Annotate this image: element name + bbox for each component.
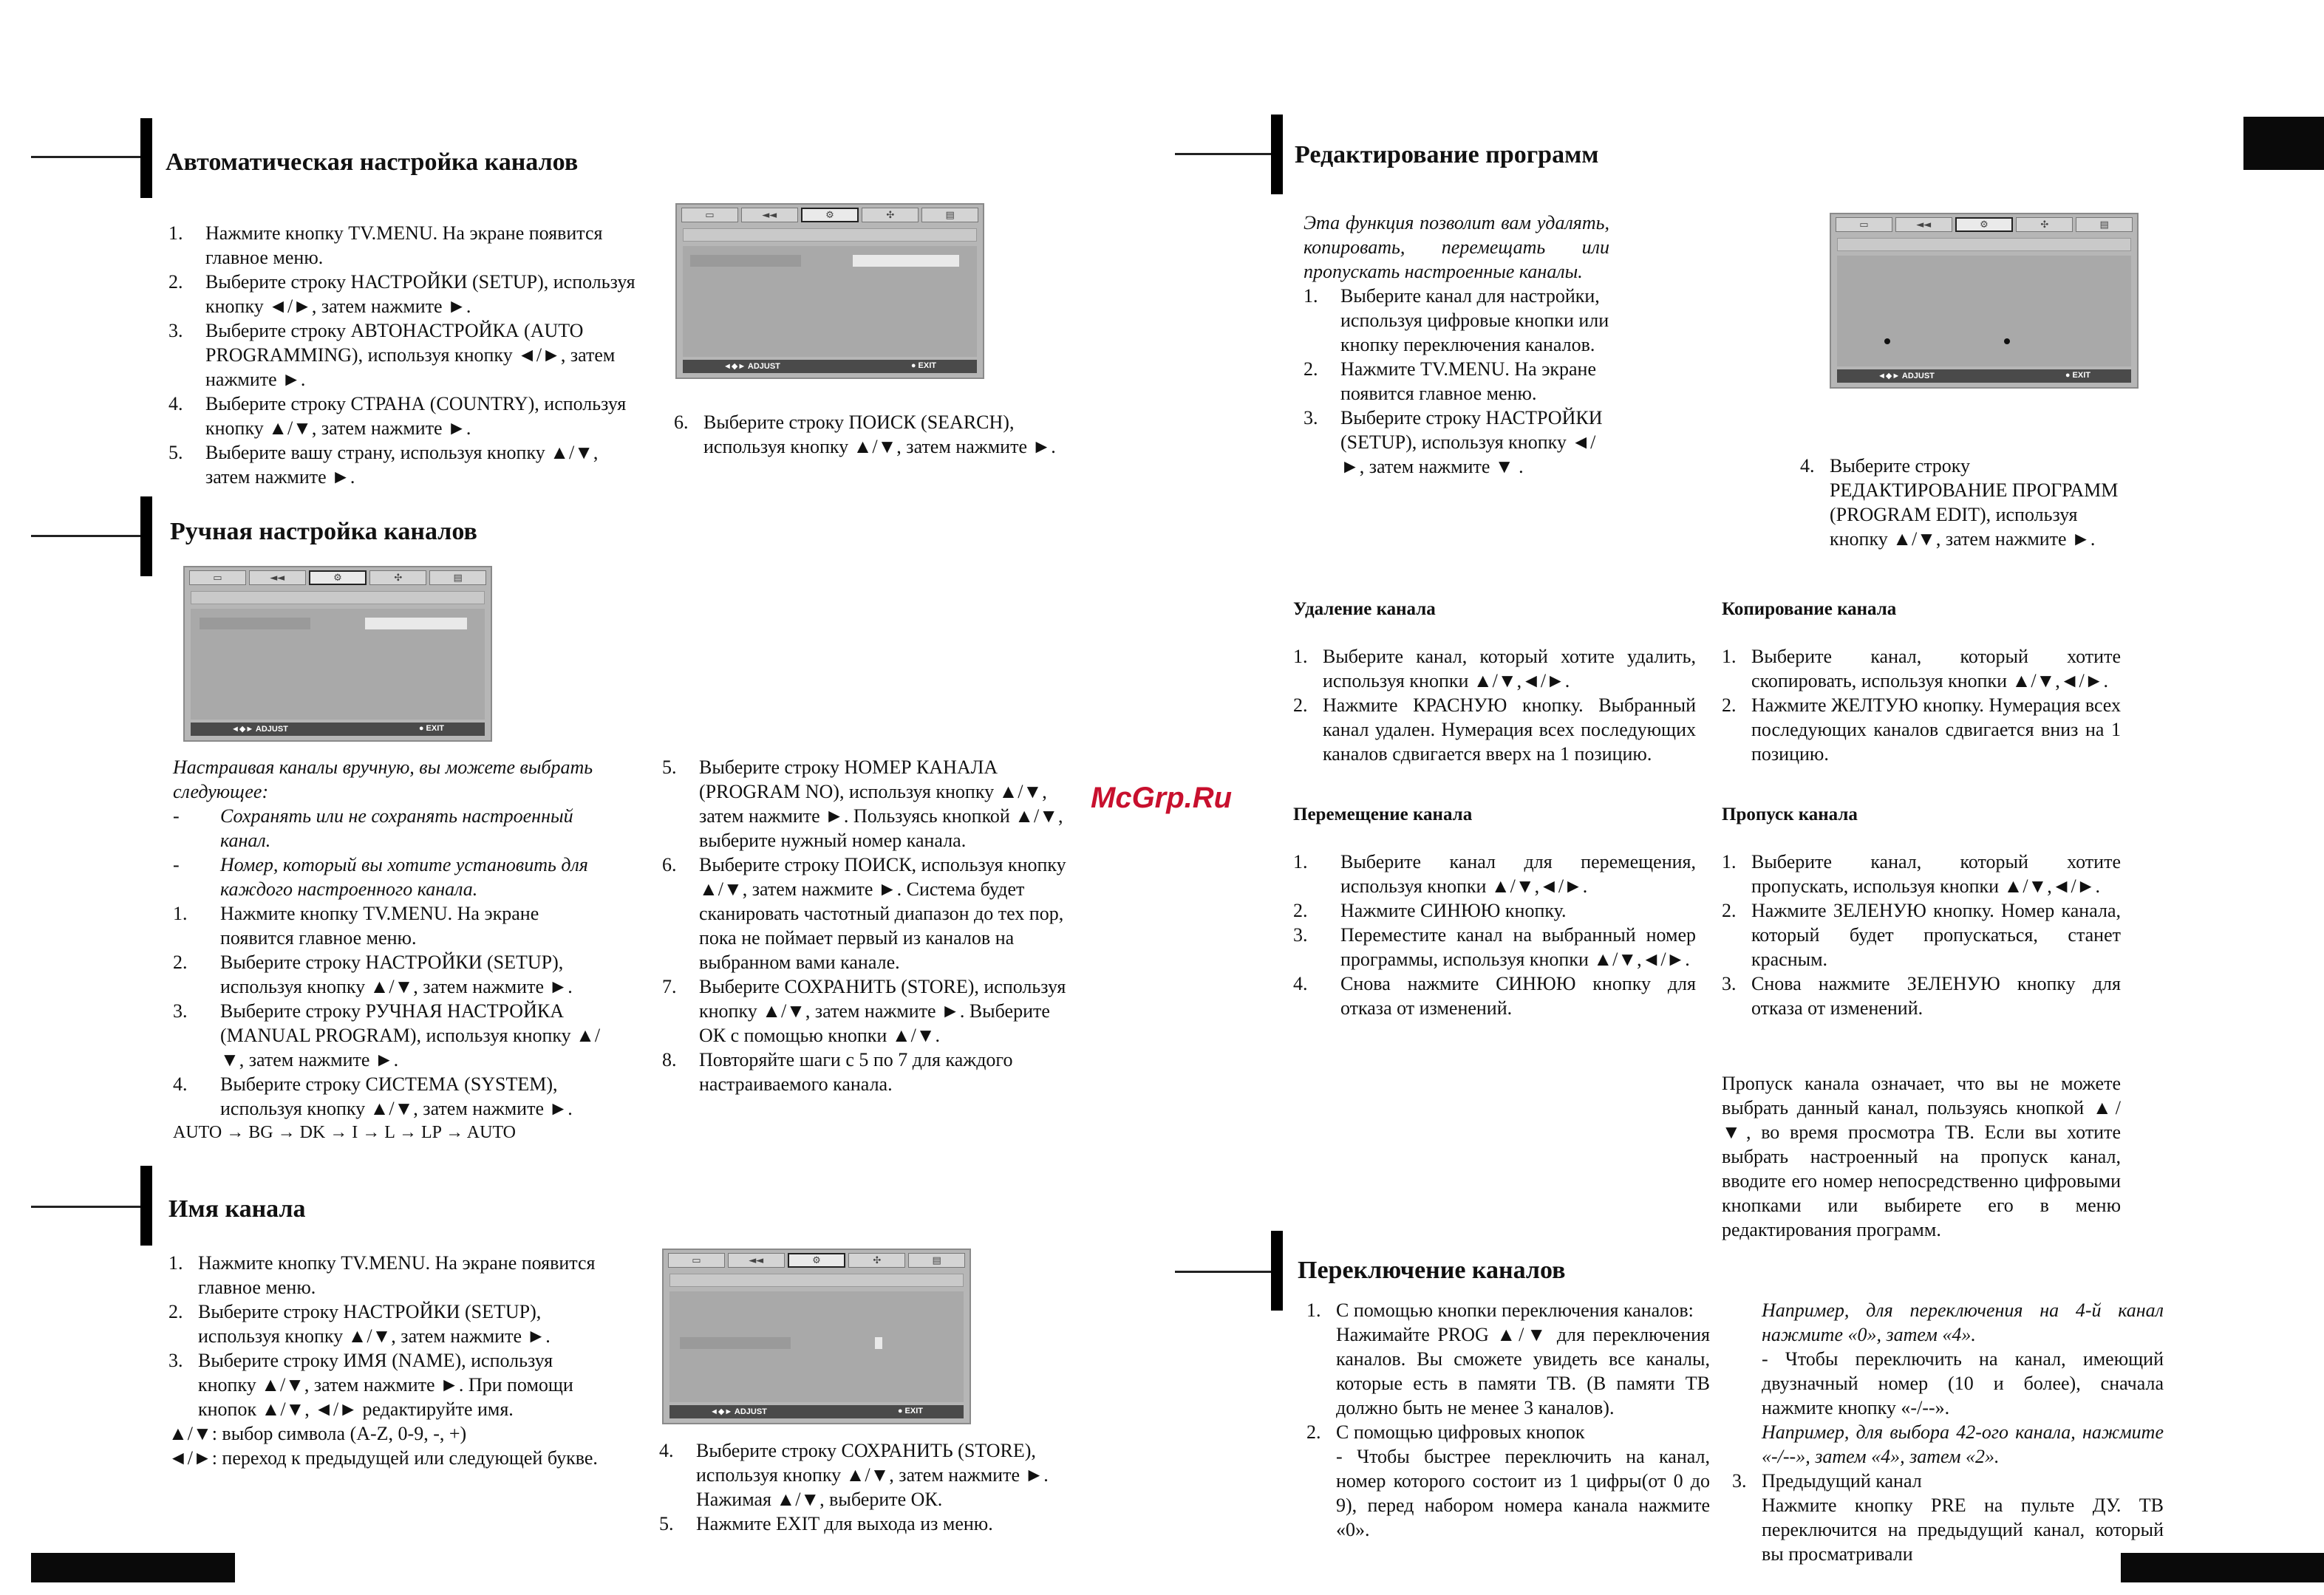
step-text: Выберите строку ИМЯ (NAME), используя кнопку ▲/▼, затем нажмите ►. При помощи кнопок ▲/▼, ◄/► редактируйте имя. bbox=[198, 1350, 573, 1420]
rule-edit bbox=[1175, 153, 1275, 155]
step-text: Нажмите СИНЮЮ кнопку. bbox=[1340, 900, 1567, 921]
step-text: Нажмите ЗЕЛЕНУЮ кнопку. Номер канала, который будет пропускаться, станет красным. bbox=[1751, 900, 2121, 970]
step-text: Снова нажмите СИНЮЮ кнопку для отказа от изменений. bbox=[1340, 973, 1696, 1019]
tab-function-icon: ✣ bbox=[2016, 217, 2073, 232]
step-text: Выберите канал для настройки, используя цифровые кнопки или кнопку переключения каналов. bbox=[1340, 285, 1609, 355]
bar-switch bbox=[1271, 1231, 1283, 1311]
step-text: Выберите вашу страну, используя кнопку ▲/▼, затем нажмите ►. bbox=[205, 442, 599, 488]
step-text: Выберите строку АВТОНАСТРОЙКА (AUTO PROGRAMMING), используя кнопку ◄/►, затем нажмите ►. bbox=[205, 320, 616, 390]
tab-picture-icon: ▭ bbox=[189, 570, 246, 585]
tv-screen-program-edit bbox=[1830, 213, 2139, 389]
exit-dot-icon: ● bbox=[2065, 371, 2071, 380]
switch-item1-body: Нажимайте PROG ▲/▼ для переключения каналов. Вы сможете увидеть все каналы, которые есть в памяти ТВ. (В памяти ТВ должно быть не менее 3 каналов). bbox=[1336, 1324, 1710, 1418]
tv-title-bar bbox=[1837, 238, 2131, 251]
exit-dot-icon: ● bbox=[910, 361, 916, 370]
subtitle-skip-channel: Пропуск канала bbox=[1722, 805, 1858, 824]
program-edit-intro-block: Эта функция позволит вам удалять, копировать, перемещать или пропускать настроенные каналы. 1. Выберите канал для настройки, используя цифровые кнопки или кнопку переключения каналов. 2. Нажмите TV.MENU. На экране появится главное меню. 3. Выберите строку НАСТРОЙКИ (SETUP), используя кнопку ◄/►, затем нажмите ▼ . bbox=[1304, 212, 1609, 477]
rule-name bbox=[31, 1206, 142, 1208]
tab-sound-icon: ◄◄ bbox=[1895, 217, 1952, 232]
tv-menu-tabs bbox=[668, 1253, 965, 1268]
tv-menu-tabs bbox=[681, 208, 978, 222]
color-key-dot-right bbox=[2004, 338, 2010, 344]
page-tab-marker bbox=[2243, 117, 2324, 170]
step-text: Выберите канал для перемещения, используя кнопки ▲/▼,◄/►. bbox=[1340, 851, 1696, 897]
menu-row-highlight bbox=[690, 255, 801, 267]
rule-auto bbox=[31, 156, 142, 158]
tab-sound-icon: ◄◄ bbox=[741, 208, 798, 222]
step-text: Выберите строку НАСТРОЙКИ (SETUP), используя кнопку ▲/▼, затем нажмите ►. bbox=[220, 952, 573, 997]
tv-screen-manual-tuning bbox=[183, 566, 492, 742]
step-text: Выберите канал, который хотите удалить, используя кнопки ▲/▼,◄/►. bbox=[1323, 646, 1696, 691]
tab-function-icon: ✣ bbox=[862, 208, 919, 222]
auto-tuning-steps: 1. Нажмите кнопку TV.MENU. На экране появится главное меню. 2. Выберите строку НАСТРОЙКИ (SETUP), используя кнопку ◄/►, затем нажмите ►. 3. Выберите строку АВТОНАСТРОЙКА (AUTO PROGRAMMING), используя кнопку ◄/►, затем нажмите ►. 4. Выберите строку СТРАНА (COUNTRY), используя кнопку ▲/▼, затем нажмите ►. 5. Выберите вашу страну, используя кнопку ▲/▼, затем нажмите ►. bbox=[168, 222, 635, 488]
step-text: Выберите строку НОМЕР КАНАЛА (PROGRAM NO), используя кнопку ▲/▼, затем нажмите ►. Пользуясь кнопкой ▲/▼, выберите нужный номер канала. bbox=[699, 756, 1063, 851]
channel-name-right: 4. Выберите строку СОХРАНИТЬ (STORE), используя кнопку ▲/▼, затем нажмите ►. Нажимая ▲/▼, выберите ОК. 5. Нажмите EXIT для выхода из меню. bbox=[659, 1440, 1049, 1534]
step-text: Выберите строку НАСТРОЙКИ (SETUP), используя кнопку ▲/▼, затем нажмите ►. bbox=[198, 1301, 551, 1347]
switch-item3-head: Предыдущий канал bbox=[1762, 1470, 1922, 1492]
bar-manual bbox=[140, 496, 152, 576]
tv-title-bar bbox=[683, 228, 977, 242]
step-text: Повторяйте шаги с 5 по 7 для каждого настраиваемого канала. bbox=[699, 1049, 1013, 1095]
tv-title-bar bbox=[669, 1274, 964, 1287]
section-title-program-edit: Редактирование программ bbox=[1295, 141, 1599, 168]
step-text: Выберите СОХРАНИТЬ (STORE), используя кнопку ▲/▼, затем нажмите ►. Выберите ОК с помощью кнопки ▲/▼. bbox=[699, 976, 1066, 1046]
adjust-arrows-icon: ◄◆► bbox=[710, 1407, 733, 1416]
step-text: Выберите строку ПОИСК, используя кнопку ▲/▼, затем нажмите ►. Система будет сканировать частотный диапазон до тех пор, пока не поймает первый из каналов на выбранном вами канале. bbox=[699, 854, 1066, 973]
adjust-arrows-icon: ◄◆► bbox=[723, 362, 746, 371]
step-text: Выберите канал, который хотите скопировать, используя кнопки ▲/▼,◄/►. bbox=[1751, 646, 2121, 691]
adjust-arrows-icon: ◄◆► bbox=[231, 725, 254, 734]
tab-picture-icon: ▭ bbox=[668, 1253, 725, 1268]
step-text: Выберите строку ПОИСК (SEARCH), используя кнопку ▲/▼, затем нажмите ►. bbox=[703, 411, 1056, 457]
adjust-hint: ◄◆► ADJUST bbox=[710, 1407, 767, 1416]
manual-tuning-right: 5. Выберите строку НОМЕР КАНАЛА (PROGRAM NO), используя кнопку ▲/▼, затем нажмите ►. Пользуясь кнопкой ▲/▼, выберите нужный номер канала. 6. Выберите строку ПОИСК, используя кнопку ▲/▼, затем нажмите ►. Система будет сканировать частотный диапазон до тех пор, пока не поймает первый из каналов на выбранном вами канале. 7. Выберите СОХРАНИТЬ (STORE), используя кнопку ▲/▼, затем нажмите ►. Выберите ОК с помощью кнопки ▲/▼. 8. Повторяйте шаги с 5 по 7 для каждого настраиваемого канала. bbox=[662, 756, 1066, 1095]
subtitle-copy-channel: Копирование канала bbox=[1722, 599, 1897, 619]
step-text: Выберите строку НАСТРОЙКИ (SETUP), используя кнопку ◄/►, затем нажмите ▼ . bbox=[1340, 407, 1603, 477]
skip-channel-note: Пропуск канала означает, что вы не можете выбрать данный канал, пользуясь кнопкой ▲/▼, во время просмотра ТВ. Если вы хотите выбрать настроенный на пропуск канал, вводите его номер непосредственно цифровыми кнопками или выбирете его в меню редактирования программ. bbox=[1722, 1073, 2121, 1240]
section-title-channel-switch: Переключение каналов bbox=[1298, 1257, 1566, 1284]
tv-menu-tabs bbox=[1836, 217, 2133, 232]
exit-hint: ● EXIT bbox=[418, 724, 444, 733]
step-text: Выберите канал, который хотите пропускать, используя кнопки ▲/▼,◄/►. bbox=[1751, 851, 2121, 897]
menu-row-highlight bbox=[680, 1337, 791, 1349]
step-text: Нажмите ЖЕЛТУЮ кнопку. Нумерация всех последующих каналов сдвигается вниз на 1 позицию. bbox=[1751, 694, 2121, 765]
step-text: Снова нажмите ЗЕЛЕНУЮ кнопку для отказа от изменений. bbox=[1751, 973, 2121, 1019]
tab-sound-icon: ◄◄ bbox=[728, 1253, 785, 1268]
tab-timer-icon: ▤ bbox=[921, 208, 978, 222]
section-title-auto-tuning: Автоматическая настройка каналов bbox=[166, 148, 579, 176]
delete-channel-steps: 1. Выберите канал, который хотите удалить, используя кнопки ▲/▼,◄/►. 2. Нажмите КРАСНУЮ кнопку. Выбранный канал удален. Нумерация всех последующих каналов сдвигается вверх на 1 позицию. bbox=[1293, 646, 1696, 765]
step-text: Выберите строку СТРАНА (COUNTRY), используя кнопку ▲/▼, затем нажмите ►. bbox=[205, 393, 627, 439]
program-edit-step-4: 4. Выберите строку РЕДАКТИРОВАНИЕ ПРОГРАММ (PROGRAM EDIT), используя кнопку ▲/▼, затем нажмите ►. bbox=[1800, 455, 2119, 550]
exit-dot-icon: ● bbox=[897, 1407, 903, 1415]
bullet-text: Номер, который вы хотите установить для каждого настроенного канала. bbox=[220, 854, 588, 900]
tv-footer bbox=[191, 723, 485, 736]
menu-row-highlight bbox=[200, 618, 310, 629]
section-title-manual-tuning: Ручная настройка каналов bbox=[170, 518, 477, 545]
tv-footer bbox=[1837, 369, 2131, 383]
tv-screen-auto-tuning bbox=[675, 203, 984, 379]
switch-item2-head: С помощью цифровых кнопок bbox=[1336, 1421, 1585, 1443]
tab-sound-icon: ◄◄ bbox=[249, 570, 306, 585]
move-channel-steps: 1. Выберите канал для перемещения, используя кнопки ▲/▼,◄/►. 2. Нажмите СИНЮЮ кнопку. 3. Переместите канал на выбранный номер программы, используя кнопки ▲/▼,◄/►. 4. Снова нажмите СИНЮЮ кнопку для отказа от изменений. bbox=[1293, 851, 1696, 1019]
tab-setup-icon: ⚙ bbox=[801, 208, 859, 222]
tv-menu-body bbox=[669, 1291, 964, 1402]
tv-footer bbox=[683, 360, 977, 373]
step-text: Нажмите EXIT для выхода из меню. bbox=[696, 1513, 993, 1534]
step-text: Нажмите TV.MENU. На экране появится главное меню. bbox=[1340, 358, 1597, 404]
tab-timer-icon: ▤ bbox=[908, 1253, 965, 1268]
manual-tuning-left: Настраивая каналы вручную, вы можете выбрать следующее: - Сохранять или не сохранять настроенный канал. - Номер, который вы хотите установить для каждого настроенного канала. 1. Нажмите кнопку TV.MENU. На экране появится главное меню. 2. Выберите строку НАСТРОЙКИ (SETUP), используя кнопку ▲/▼, затем нажмите ►. 3. Выберите строку РУЧНАЯ НАСТРОЙКА (MANUAL PROGRAM), используя кнопку ▲/▼, затем нажмите ►. 4. Выберите строку СИСТЕМА (SYSTEM), используя кнопку ▲/▼, затем нажмите ►. AUTO → BG → DK → I → L → LP → AUTO bbox=[173, 755, 613, 1145]
tv-menu-tabs bbox=[189, 570, 486, 585]
bar-edit bbox=[1271, 115, 1283, 194]
bullet-text: Сохранять или не сохранять настроенный канал. bbox=[220, 805, 573, 851]
bar-auto bbox=[140, 118, 152, 198]
channel-switch-right: Например, для переключения на 4-й канал нажмите «0», затем «4». - Чтобы переключить на канал, имеющий двузначный номер (10 и более), сначала нажмите кнопку «-/--». Например, для выбора 42-ого канала, нажмите «-/--», затем «4», затем «2». 3. Предыдущий канал Нажмите кнопку PRE на пульте ДУ. ТВ переключится на предыдущий канал, который вы просматривали bbox=[1732, 1299, 2164, 1565]
color-key-dot-left bbox=[1884, 338, 1890, 344]
menu-row-value bbox=[853, 255, 959, 267]
subtitle-move-channel: Перемещение канала bbox=[1293, 805, 1473, 824]
step-text: Нажмите КРАСНУЮ кнопку. Выбранный канал удален. Нумерация всех последующих каналов сдвигается вверх на 1 позицию. bbox=[1323, 694, 1696, 765]
step-text: Нажмите кнопку TV.MENU. На экране появится главное меню. bbox=[205, 222, 603, 268]
tv-footer bbox=[669, 1405, 964, 1418]
step-text: Переместите канал на выбранный номер программы, используя кнопки ▲/▼,◄/►. bbox=[1340, 924, 1696, 970]
adjust-hint: ◄◆► ADJUST bbox=[231, 725, 288, 734]
manual-intro: Настраивая каналы вручную, вы можете выбрать следующее: bbox=[173, 756, 593, 802]
channel-name-left: 1. Нажмите кнопку TV.MENU. На экране появится главное меню. 2. Выберите строку НАСТРОЙКИ (SETUP), используя кнопку ▲/▼, затем нажмите ►. 3. Выберите строку ИМЯ (NAME), используя кнопку ▲/▼, затем нажмите ►. При помощи кнопок ▲/▼, ◄/► редактируйте имя. ▲/▼: выбор символа (A-Z, 0-9, -, +) ◄/►: переход к предыдущей или следующей букве. bbox=[168, 1251, 612, 1470]
step-text: Выберите строку СОХРАНИТЬ (STORE), используя кнопку ▲/▼, затем нажмите ►. Нажимая ▲/▼, выберите ОК. bbox=[696, 1440, 1049, 1510]
menu-row-value bbox=[365, 618, 467, 629]
adjust-hint: ◄◆► ADJUST bbox=[1878, 372, 1935, 380]
exit-hint: ● EXIT bbox=[2065, 371, 2090, 380]
exit-hint: ● EXIT bbox=[897, 1407, 923, 1415]
watermark: McGrp.Ru bbox=[1091, 782, 1233, 814]
tab-picture-icon: ▭ bbox=[1836, 217, 1892, 232]
step-text: Выберите строку РЕДАКТИРОВАНИЕ ПРОГРАММ (PROGRAM EDIT), используя кнопку ▲/▼, затем нажмите ►. bbox=[1830, 455, 2119, 550]
rule-manual bbox=[31, 535, 142, 537]
tv-menu-body bbox=[191, 609, 485, 720]
step-text: Выберите строку НАСТРОЙКИ (SETUP), используя кнопку ◄/►, затем нажмите ►. bbox=[205, 271, 635, 317]
rule-switch bbox=[1175, 1271, 1275, 1273]
switch-item2-body: - Чтобы быстрее переключить на канал, номер которого состоит из 1 цифры(от 0 до 9), перед набором номера канала нажмите «0». bbox=[1336, 1446, 1710, 1540]
tab-timer-icon: ▤ bbox=[429, 570, 486, 585]
switch-example-2: Например, для выбора 42-ого канала, нажмите «-/--», затем «4», затем «2». bbox=[1762, 1421, 2164, 1467]
tab-timer-icon: ▤ bbox=[2076, 217, 2133, 232]
tab-picture-icon: ▭ bbox=[681, 208, 738, 222]
tab-function-icon: ✣ bbox=[369, 570, 426, 585]
section-title-channel-name: Имя канала bbox=[168, 1195, 306, 1223]
switch-item3-body: Нажмите кнопку PRE на пульте ДУ. ТВ переключится на предыдущий канал, который вы просматривали bbox=[1762, 1495, 2164, 1565]
step-text: Выберите строку РУЧНАЯ НАСТРОЙКА (MANUAL PROGRAM), используя кнопку ▲/▼, затем нажмите ►. bbox=[220, 1000, 601, 1070]
tv-screen-channel-name bbox=[662, 1249, 971, 1424]
adjust-hint: ◄◆► ADJUST bbox=[723, 362, 780, 371]
exit-hint: ● EXIT bbox=[910, 361, 936, 370]
switch-two-digit: - Чтобы переключить на канал, имеющий двузначный номер (10 и более), сначала нажмите кнопку «-/--». bbox=[1762, 1348, 2164, 1418]
auto-tuning-step-6: 6. Выберите строку ПОИСК (SEARCH), используя кнопку ▲/▼, затем нажмите ►. bbox=[674, 411, 1056, 457]
subtitle-delete-channel: Удаление канала bbox=[1293, 599, 1436, 619]
system-sequence: AUTO → BG → DK → I → L → LP → AUTO bbox=[173, 1123, 517, 1142]
switch-example-1: Например, для переключения на 4-й канал нажмите «0», затем «4». bbox=[1762, 1299, 2164, 1345]
tab-setup-icon: ⚙ bbox=[788, 1253, 846, 1268]
adjust-arrows-icon: ◄◆► bbox=[1878, 372, 1901, 380]
char-select-note: ▲/▼: выбор символа (A-Z, 0-9, -, +) bbox=[168, 1423, 467, 1444]
bar-name bbox=[140, 1166, 152, 1246]
footer-bar-left bbox=[31, 1553, 235, 1582]
tv-menu-body bbox=[1837, 256, 2131, 366]
skip-channel-steps: 1. Выберите канал, который хотите пропускать, используя кнопки ▲/▼,◄/►. 2. Нажмите ЗЕЛЕНУЮ кнопку. Номер канала, который будет пропускаться, станет красным. 3. Снова нажмите ЗЕЛЕНУЮ кнопку для отказа от изменений. bbox=[1722, 851, 2121, 1019]
program-edit-intro: Эта функция позволит вам удалять, копировать, перемещать или пропускать настроенные каналы. bbox=[1304, 212, 1609, 282]
step-text: Нажмите кнопку TV.MENU. На экране появится главное меню. bbox=[198, 1252, 596, 1298]
char-move-note: ◄/►: переход к предыдущей или следующей букве. bbox=[168, 1447, 598, 1469]
tab-function-icon: ✣ bbox=[848, 1253, 905, 1268]
tv-title-bar bbox=[191, 591, 485, 604]
exit-dot-icon: ● bbox=[418, 724, 424, 733]
step-text: Выберите строку СИСТЕМА (SYSTEM), используя кнопку ▲/▼, затем нажмите ►. bbox=[220, 1073, 573, 1119]
channel-switch-left: 1. С помощью кнопки переключения каналов: Нажимайте PROG ▲/▼ для переключения каналов. Вы сможете увидеть все каналы, которые есть в памяти ТВ. (В памяти ТВ должно быть не менее 3 каналов). 2. С помощью цифровых кнопок - Чтобы быстрее переключить на канал, номер которого состоит из 1 цифры(от 0 до 9), перед набором номера канала нажмите «0». bbox=[1306, 1299, 1710, 1540]
step-text: Нажмите кнопку TV.MENU. На экране появится главное меню. bbox=[220, 903, 539, 949]
name-cursor bbox=[875, 1337, 882, 1349]
tab-setup-icon: ⚙ bbox=[309, 570, 367, 585]
switch-item1-head: С помощью кнопки переключения каналов: bbox=[1336, 1299, 1694, 1321]
tab-setup-icon: ⚙ bbox=[1955, 217, 2014, 232]
tv-menu-body bbox=[683, 246, 977, 357]
copy-channel-steps: 1. Выберите канал, который хотите скопировать, используя кнопки ▲/▼,◄/►. 2. Нажмите ЖЕЛТУЮ кнопку. Нумерация всех последующих каналов сдвигается вниз на 1 позицию. bbox=[1722, 646, 2121, 765]
